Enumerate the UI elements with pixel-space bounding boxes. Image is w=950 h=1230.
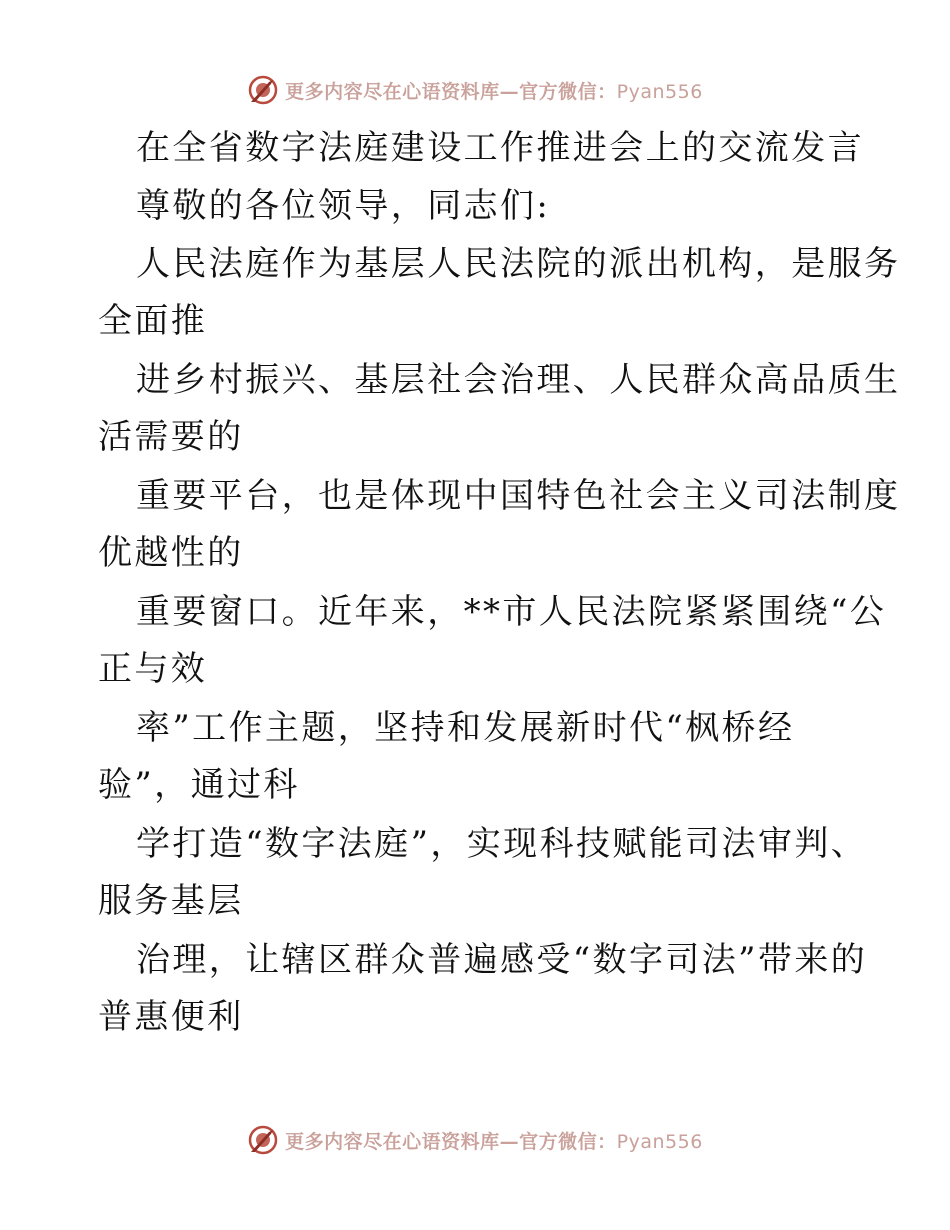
paragraph-line: 活需要的 xyxy=(98,417,244,457)
paragraph-line: 验”，通过科 xyxy=(98,765,300,805)
paragraph-line: 人民法庭作为基层人民法院的派出机构，是服务 xyxy=(136,244,901,284)
watermark-text: 更多内容尽在心语资料库—官方微信：Pyan556 xyxy=(285,80,703,103)
quill-logo-icon xyxy=(247,1124,279,1156)
paragraph-line: 进乡村振兴、基层社会治理、人民群众高品质生 xyxy=(136,360,901,400)
paragraph-line: 优越性的 xyxy=(98,533,244,573)
quill-logo-icon xyxy=(247,74,279,106)
header-watermark xyxy=(0,70,950,110)
paragraph-line: 全面推 xyxy=(98,301,208,341)
paragraph-line: 学打造“数字法庭”，实现科技赋能司法审判、 xyxy=(136,824,868,864)
paragraph-line: 重要窗口。近年来，**市人民法院紧紧围绕“公 xyxy=(136,592,887,632)
paragraph-line: 率”工作主题，坚持和发展新时代“枫桥经 xyxy=(136,708,795,748)
watermark-wechat-id: Pyan556 xyxy=(616,80,703,103)
paragraph-line: 治理，让辖区群众普遍感受“数字司法”带来的 xyxy=(136,940,868,980)
paragraph-line: 服务基层 xyxy=(98,881,244,921)
watermark-wechat-id: Pyan556 xyxy=(616,1130,703,1153)
paragraph-line: 正与效 xyxy=(98,649,208,689)
watermark-text: 更多内容尽在心语资料库—官方微信：Pyan556 xyxy=(285,1130,703,1153)
paragraph-line: 普惠便利 xyxy=(98,997,244,1037)
footer-watermark xyxy=(0,1120,950,1160)
document-title: 在全省数字法庭建设工作推进会上的交流发言 xyxy=(136,128,864,168)
salutation: 尊敬的各位领导，同志们: xyxy=(136,186,551,226)
paragraph-line: 重要平台，也是体现中国特色社会主义司法制度 xyxy=(136,476,901,516)
